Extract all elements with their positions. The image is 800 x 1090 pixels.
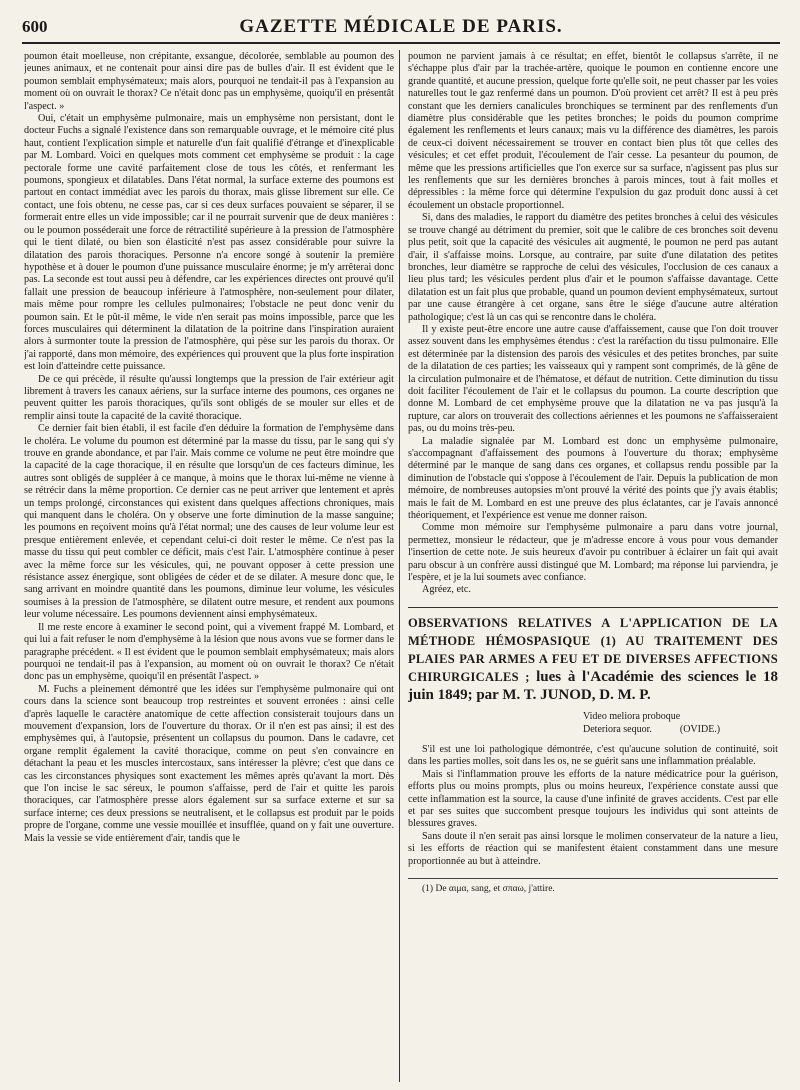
epigraph bbox=[408, 710, 778, 736]
paragraph: De ce qui précède, il résulte qu'aussi longtemps que la pression de l'air extérieur agit librement à travers les canaux aériens, sur la surface interne des poumons, ces organes ne peuvent quitter les parois thoraciques, qu'ils sont obligés de se mouler sur elles et de remplir ainsi toute la capacité de la cavité thoracique. bbox=[24, 373, 394, 422]
paragraph: Comme mon mémoire sur l'emphysème pulmonaire a paru dans votre journal, permettez, monsieur le rédacteur, que je m'adresse encore à vous pour vous demander l'insertion de cette note. Je suis heureux d'avoir pu contribuer à éclairer un fait qui avait paru obscur à un confrère aussi distingué que M. Lombard; ma réponse lui parviendra, je l'espère, et je la lui soumets avec confiance. bbox=[408, 522, 778, 584]
paragraph: Il me reste encore à examiner le second point, qui a vivement frappé M. Lombard, et qui lui a fait refuser le nom d'emphysème à la lésion que nous avons vue se former dans le paragraphe précédent. « Il est évident que le poumon semblait emphysémateux; mais alors pourquoi ne tendait-il pas à l'expansion, au moment où on ouvrait le thorax? Ce n'était donc pas un emphysème, quoiqu'il en présentât l'aspect. » bbox=[24, 621, 394, 683]
paragraph: M. Fuchs a pleinement démontré que les idées sur l'emphysème pulmonaire qui ont cours dans la science sont beaucoup trop restreintes et souvent erronées : ainsi celle d'après laquelle le caractère anatomique de cette affection consisterait toujours dans un mouvement d'expansion, lors de l'ouverture du thorax. Or il n'en est pas ainsi; il est des emphysèmes qui, à l'autopsie, présentent un collapsus du poumon. Dans le cadavre, cet organe remplit également la cavité thoracique, comme on peut s'en convaincre en détachant la peau et les muscles intercostaux, sans intéresser la plèvre; c'est que dans ce cas les circonstances physiques sont exactement les mêmes après qu'avant la mort. Dès que l'on incise le sac séreux, le poumon s'affaisse, perd de l'air et quitte les parois thoraciques, car l'atmosphère presse alors également sur sa surface externe et sur sa surface interne; ces deux pressions se neutralisent, et le collapsus est produit par le poids propre de l'organe, comme une vessie mouillée et insufflée, quand on y fait une ouverture. Mais la vessie se vide entièrement d'air, tandis que le bbox=[24, 683, 394, 844]
epigraph-line: Video meliora proboque bbox=[583, 710, 681, 722]
paragraph: poumon ne parvient jamais à ce résultat; en effet, bientôt le collapsus s'arrête, il ne s'échappe plus d'air par la trachée-artère, quoique le poumon en contienne encore une grande quantité, et aucune pression, quelque forte qu'elle soit, ne peut chasser par les voies naturelles tout le gaz renfermé dans un poumon. D'où provient cet arrêt? Il est à peu près constant que les derniers canalicules bronchiques se terminent par des renflements d'un diamètre plus considérable que les petites bronches; le poids du poumon comprime également les renflements et leurs canaux; mais vu la différence des diamètres, les parois de ceux-ci doivent nécessairement se trouver en contact bien plus tôt que celles des vésicules; et cet effet produit, l'écoulement de l'air cesse. La pesanteur du poumon, de même que les pressions artificielles que l'on exerce sur sa surface, n'agissent pas plus sur les renflements que sur les dernières bronches à parois minces, tout à fait molles et dépressibles : la même force qui détermine l'expulsion du gaz produit donc aussi à cet écoulement un obstacle proportionnel. bbox=[408, 51, 778, 211]
paragraph: Mais si l'inflammation prouve les efforts de la nature médicatrice pour la guérison, efforts plus ou moins prompts, plus ou moins heureux, l'expérience constate aussi que cette inflammation est la source, la cause d'une infinité de graves accidents. C'est par elle et par ses suites que succombent presque toujours les individus qui sont atteints de blessures graves. bbox=[408, 768, 778, 830]
page-number: 600 bbox=[22, 17, 48, 36]
signoff: Agréez, etc. bbox=[422, 584, 471, 596]
left-column bbox=[24, 51, 394, 1081]
article-title-rest: lues à l'Académie des sciences le 18 juin 1849; par M. T. JUNOD, D. M. P. bbox=[408, 668, 778, 703]
article-title-caps: OBSERVATIONS RELATIVES A L'APPLICATION DE LA MÉTHODE HÉMOSPASIQUE (1) AU TRAITEMENT DES PLAIES PAR ARMES A FEU ET DE DIVERSES AFFECTIONS CHIRURGICALES ; bbox=[408, 615, 778, 684]
article-title bbox=[408, 607, 778, 704]
column-divider bbox=[399, 50, 400, 1082]
paragraph: Oui, c'était un emphysème pulmonaire, mais un emphysème non persistant, dont le docteur Fuchs a signalé l'existence dans son remarquable ouvrage, et le mémoire cité plus haut, contient l'explication simple et naturelle d'un fait qualifié d'étrange et d'inexplicable par M. Lombard. Voici en quelques mots comment cet emphysème se produit : la cage pectorale forme une cavité parfaitement close de tous les côtés, et renfermant les poumons, spongieux et dilatables. Dans l'état normal, la surface externe des poumons est partout en contact immédiat avec les parois du thorax, mais glisse librement sur elle. Ce contact, une fois obtenu, ne cesse pas, car si ces deux surfaces pouvaient se séparer, il se formerait entre elles un vide impossible; car il ne pourrait survenir que de deux manières : ou le poumon posséderait une force de rétractilité supérieure à la pression de l'atmosphère qui le tient dilaté, ou bien son élasticité n'est pas assez considérable pour suivre la dilatation des parois thoraciques. Personne n'a encore songé à soutenir la première hypothèse et à douer le poumon d'une puissance musculaire énorme; je m'y arrêterai donc pas. La seconde est tout aussi peu à défendre, car les expériences directes ont prouvé qu'il fallait une pression de beaucoup inférieure à l'atmosphère, non-seulement pour dilater, mais même pour rompre les cellules pulmonaires; l'obstacle ne peut donc venir du poumon sain. Et le pût-il même, le vide n'en serait pas moins impossible, parce que les forces musculaires qui déterminent la dilatation de la poitrine dans l'inspiration auraient alors à surmonter toute la pression de l'atmosphère, qui pèse sur les parois du thorax. Or j'ai rapporté, dans mon mémoire, des expériences qui prouvent que la plus forte inspiration est loin d'atteindre cette puissance. bbox=[24, 113, 394, 373]
paragraph: La maladie signalée par M. Lombard est donc un emphysème pulmonaire, s'accompagnant d'affaissement des poumons à l'ouverture du thorax; emphysème déterminé par le manque de sang dans ces organes, et collapsus rendu possible par la diminution de l'obstacle qui s'oppose à l'écoulement de l'air. Depuis la publication de mon mémoire, de nombreuses autopsies m'ont prouvé la vérité des points que j'y avais établis; mais le fait de M. Lombard en est une preuve des plus éclatantes, car je l'avais annoncé théoriquement, et l'expérience est venue me donner raison. bbox=[408, 435, 778, 522]
epigraph-source: (OVIDE.) bbox=[679, 723, 721, 735]
paragraph: poumon était moelleuse, non crépitante, exsangue, décolorée, semblable au poumon des jeunes animaux, et ne contenait pour ainsi dire pas de bulles d'air. Il est évident que le poumon semblait emphysémateux; mais alors, pourquoi ne tendait-il pas à l'expansion au moment où on ouvrait le thorax? Ce n'était donc pas un emphysème, quoiqu'il en présentât l'aspect. » bbox=[24, 51, 394, 112]
right-column bbox=[408, 51, 778, 1081]
paragraph: Ce dernier fait bien établi, il est facile d'en déduire la formation de l'emphysème dans le choléra. Le volume du poumon est déterminé par la masse du tissu, par le sang qui s'y trouve en grande abondance, et par l'air. Mais comme ce volume ne peut être moindre que la capacité de la cage thoracique, il en résulte que lorsqu'un de ces facteurs diminue, les autres sont obligés de suppléer à ce manque, à moins que le thorax lui-même ne vienne à se rétrécir dans la même proportion. Ce dernier cas ne peut arriver que lentement et après un temps prolongé, circonstances qui existent dans quelques affections chroniques, mais qui manquent dans le choléra. On y observe une forte diminution de la masse sanguine; les poumons en reçoivent moins qu'à l'état normal; une des causes de leur volume leur est presque entièrement enlevée, et cependant celui-ci doit rester le même. Ce n'est pas la masse du tissu qui peut combler ce déficit, mais c'est l'air. L'atmosphère continue à peser avec la même force sur les vésicules, qui, ne pouvant opposer à cette pression une résistance assez énergique, sont obligées de céder et de se dilater. A mesure donc que, le sang arrivant en moindre quantité dans les poumons, diminue leur volume, les vésicules soumises à la pression de l'atmosphère, se dilatent outre mesure, et rendent aux poumons leur volume nécessaire. Les poumons deviennent ainsi emphysémateux. bbox=[24, 423, 394, 621]
page-header bbox=[22, 14, 780, 44]
epigraph-line: Deteriora sequor. bbox=[583, 723, 652, 735]
footnote-divider bbox=[408, 878, 778, 879]
paragraph: Si, dans des maladies, le rapport du diamètre des petites bronches à celui des vésicules se trouve changé au détriment du premier, soit que le calibre de ces bronches soit devenu plus petit, soit que la capacité des vésicules ait augmenté, le poumon ne perd pas autant d'air, il s'affaisse moins. Lorsque, au contraire, par suite d'une dilatation des petites bronches, leur diamètre se rapproche de celui des vésicules, l'occlusion de ces canaux a lieu plus tard; les vésicules perdent plus d'air et le poumon s'affaisse davantage. Cette dilatation est un fait plus que probable, quand un poumon devient emphysémateux, surtout par une cause étrangère à cet organe, sans être le siége d'aucune autre altération pathologique; c'est là un cas qui se rencontre dans le choléra. bbox=[408, 212, 778, 323]
footnote: (1) De αιμα, sang, et σπαω, j'attire. bbox=[422, 883, 555, 894]
paragraph: S'il est une loi pathologique démontrée, c'est qu'aucune solution de continuité, soit dans les parties molles, soit dans les os, ne se guérit sans une inflammation préalable. bbox=[408, 743, 778, 768]
paragraph: Il y existe peut-être encore une autre cause d'affaissement, cause que l'on doit trouver assez souvent dans les emphysèmes étendus : c'est la raréfaction du tissu pulmonaire. Elle est déterminée par la distension des parois des vésicules et des petites bronches, par suite de la dilatation de ces parties; les vaisseaux qui y rampent sont comprimés, de là gêne de la circulation pulmonaire et de l'hématose, et défaut de nutrition. Cette diminution du tissu doit faciliter l'écoulement de l'air et le collapsus du poumon. La courte description que donne M. Lombard de cet emphysème prouve que la dilatation ne va pas jusqu'à la rupture, car alors on trouverait des collections aériennes et les poumons ne s'affaisseraient pas, ou du moins très-peu. bbox=[408, 323, 778, 435]
paragraph: Sans doute il n'en serait pas ainsi lorsque le molimen conservateur de la nature a lieu, si les efforts de réaction qui se manifestent étaient constamment dans une mesure proportionnée au but à atteindre. bbox=[408, 830, 778, 867]
journal-title: GAZETTE MÉDICALE DE PARIS. bbox=[239, 16, 563, 37]
